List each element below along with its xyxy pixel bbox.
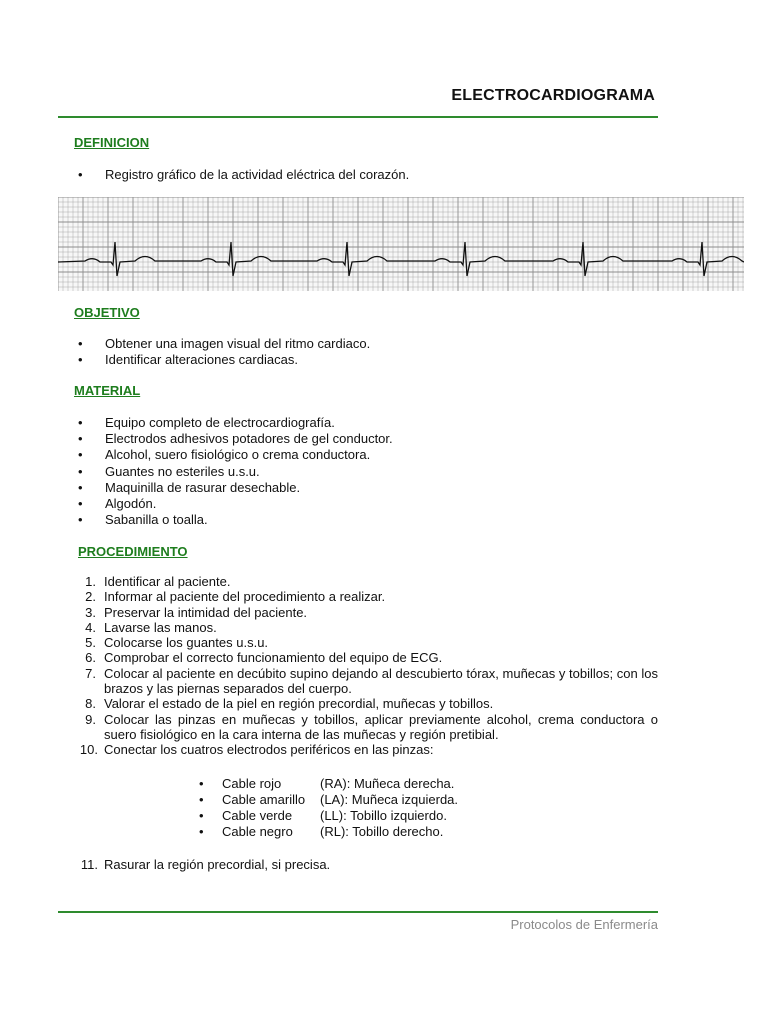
list-item: • Obtener una imagen visual del ritmo cardiaco. <box>74 336 370 352</box>
step-item <box>80 666 658 697</box>
step-number: 3. <box>85 604 96 620</box>
step-number: 1. <box>85 574 96 589</box>
step-number: 9. <box>85 711 96 727</box>
step-number: 5. <box>85 635 96 651</box>
material-list <box>74 415 393 528</box>
cable-name: Cable amarillo <box>222 792 306 807</box>
step-text: Identificar al paciente. <box>104 574 231 589</box>
procedimiento-steps <box>80 574 658 758</box>
step-item <box>80 605 658 620</box>
step-item <box>80 712 658 743</box>
step-number: 4. <box>85 619 96 635</box>
step-number: 7. <box>85 665 96 681</box>
step-text: Colocarse los guantes u.s.u. <box>104 635 269 651</box>
step-text: Comprobar el correcto funcionamiento del equipo de ECG. <box>104 650 443 666</box>
step-number: 6. <box>85 650 96 666</box>
list-item: • Alcohol, suero fisiológico o crema conductora. <box>74 447 393 463</box>
section-heading-material: MATERIAL <box>74 383 141 398</box>
step-item <box>80 857 658 872</box>
step-number: 10. <box>79 742 98 758</box>
list-item: • Sabanilla o toalla. <box>74 512 393 528</box>
list-item: • Equipo completo de electrocardiografía. <box>74 415 393 431</box>
step-item <box>80 574 658 589</box>
cable-desc: (RL): Tobillo derecho. <box>320 824 444 839</box>
step-item <box>80 696 658 711</box>
list-item: • Algodón. <box>74 496 393 512</box>
list-item: • Guantes no esteriles u.s.u. <box>74 464 393 480</box>
step-item <box>80 589 658 604</box>
step-text: Preservar la intimidad del paciente. <box>104 604 308 620</box>
step-text: Lavarse las manos. <box>104 619 217 635</box>
section-heading-procedimiento: PROCEDIMIENTO <box>78 544 188 559</box>
section-heading-definicion: DEFINICION <box>74 135 150 150</box>
cable-desc: (LL): Tobillo izquierdo. <box>320 808 447 823</box>
step-text: Conectar los cuatros electrodos periféricos en las pinzas: <box>104 742 434 758</box>
step-text: Colocar al paciente en decúbito supino dejando al descubierto tórax, muñecas y tobillos; con los brazos y las piernas separados del cuerpo. <box>104 665 658 697</box>
step-text: Valorar el estado de la piel en región precordial, muñecas y tobillos. <box>104 696 494 712</box>
cable-name: Cable rojo <box>222 776 282 791</box>
list-item: • Maquinilla de rasurar desechable. <box>74 480 393 496</box>
cable-name: Cable verde <box>222 808 293 823</box>
cable-desc: (RA): Muñeca derecha. <box>320 776 455 791</box>
cable-item <box>197 792 458 808</box>
step-item <box>80 650 658 665</box>
procedimiento-final-step <box>80 857 658 872</box>
list-item: • Registro gráfico de la actividad eléctrica del corazón. <box>74 167 409 183</box>
footer-rule <box>58 911 658 913</box>
step-item <box>80 742 658 757</box>
step-item <box>80 635 658 650</box>
list-item: • Identificar alteraciones cardiacas. <box>74 352 370 368</box>
step-text: Rasurar la región precordial, si precisa. <box>104 857 331 872</box>
section-heading-objetivo: OBJETIVO <box>74 305 140 320</box>
header-rule <box>58 116 658 118</box>
step-text: Informar al paciente del procedimiento a realizar. <box>104 589 386 605</box>
cable-name: Cable negro <box>222 824 293 839</box>
step-item <box>80 620 658 635</box>
step-number: 11. <box>80 857 98 872</box>
footer-text: Protocolos de Enfermería <box>510 917 658 932</box>
cable-desc: (LA): Muñeca izquierda. <box>320 792 459 807</box>
definicion-list <box>74 167 409 183</box>
list-item: • Electrodos adhesivos potadores de gel conductor. <box>74 431 393 447</box>
cable-item <box>197 824 458 840</box>
page-title: ELECTROCARDIOGRAMA <box>451 87 655 104</box>
step-number: 2. <box>85 589 96 605</box>
cable-item <box>197 776 458 792</box>
step-text: Colocar las pinzas en muñecas y tobillos, aplicar previamente alcohol, crema conductora o suero fisiológico en la cara interna de las muñecas y región pretibial. <box>104 711 658 742</box>
ecg-strip-image <box>58 197 744 291</box>
cable-item <box>197 808 458 824</box>
step-number: 8. <box>85 696 96 712</box>
cable-list <box>197 776 458 840</box>
objetivo-list <box>74 336 370 368</box>
